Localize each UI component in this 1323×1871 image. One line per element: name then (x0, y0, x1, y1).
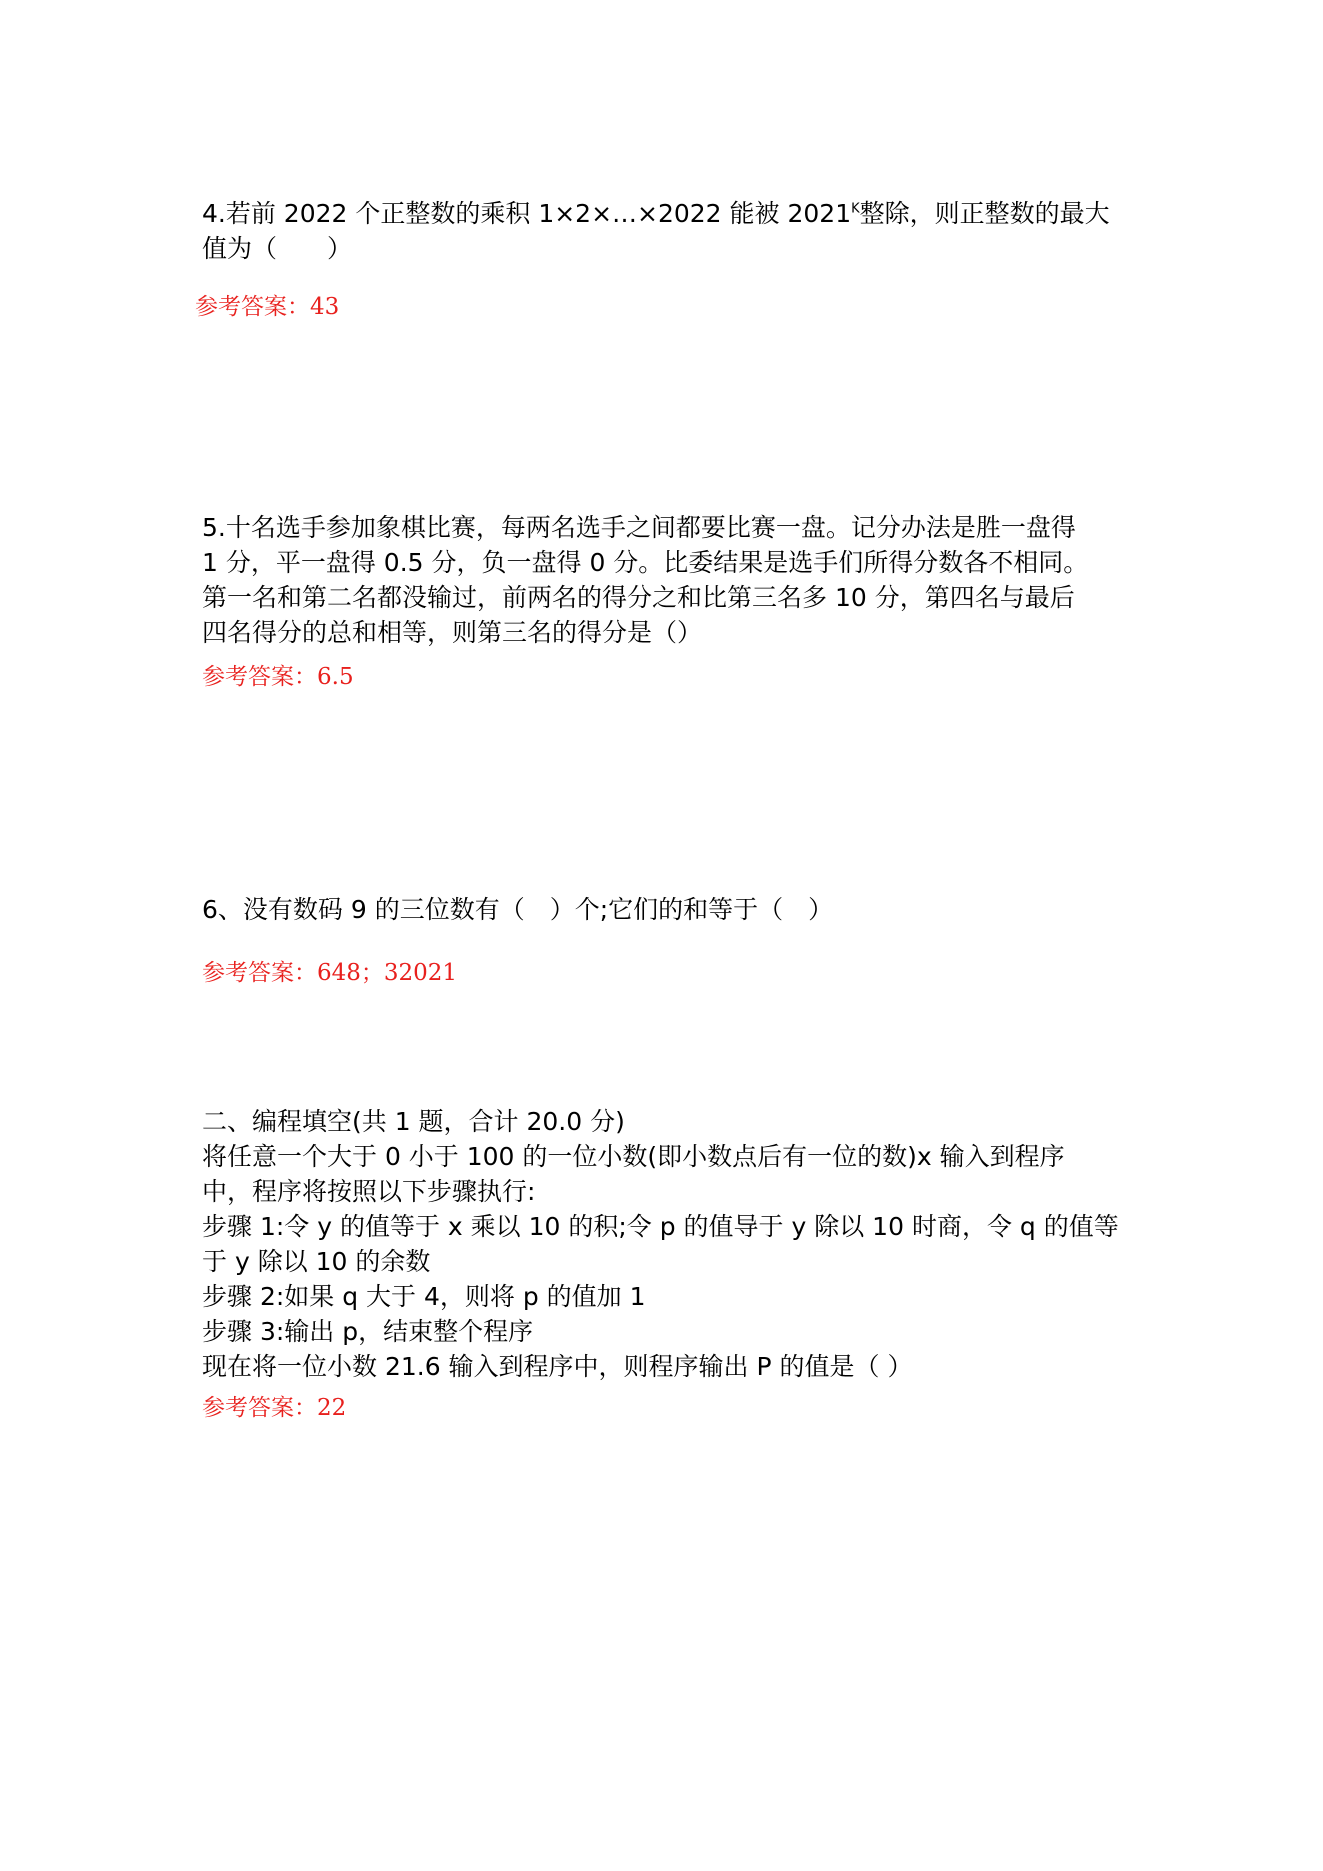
answer-6 (202, 958, 457, 988)
section-2-line-2: 将任意一个大于 0 小于 100 的一位小数(即小数点后有一位的数)x 输入到程序 (202, 1142, 1065, 1171)
answer-6-label: 参考答案： (202, 960, 317, 986)
section-2-line-8: 现在将一位小数 21.6 输入到程序中，则程序输出 P 的值是（ ） (202, 1352, 913, 1381)
question-5-line-4: 四名得分的总和相等，则第三名的得分是（） (202, 618, 703, 647)
answer-5 (202, 662, 354, 692)
question-4-text (202, 196, 1132, 266)
question-4 (202, 196, 1132, 266)
section-2-line-4: 步骤 1:令 y 的值等于 x 乘以 10 的积;令 p 的值导于 y 除以 10 时商，令 q 的值等 (202, 1212, 1119, 1241)
answer-4-value: 43 (310, 294, 340, 320)
question-6-text: 6、没有数码 9 的三位数有（ ）个;它们的和等于（ ） (202, 895, 834, 924)
section-2-line-7: 步骤 3:输出 p，结束整个程序 (202, 1317, 534, 1346)
question-4-text-part1: 4.若前 2022 个正整数的乘积 1×2×…×2022 能被 2021 (202, 199, 852, 228)
question-4-text-part2: 整除，则正整数的最大值为（ ） (202, 199, 1110, 263)
answer-section-2 (202, 1393, 346, 1423)
question-5-line-1: 5.十名选手参加象棋比赛，每两名选手之间都要比赛一盘。记分办法是胜一盘得 (202, 513, 1076, 542)
answer-6-value: 648；32021 (317, 960, 458, 986)
answer-section-2-value: 22 (317, 1395, 347, 1421)
question-5-line-3: 第一名和第二名都没输过，前两名的得分之和比第三名多 10 分，第四名与最后 (202, 583, 1075, 612)
answer-5-label: 参考答案： (202, 664, 317, 690)
answer-5-value: 6.5 (317, 664, 354, 690)
section-2-line-5: 于 y 除以 10 的余数 (202, 1247, 431, 1276)
question-6 (202, 892, 1132, 927)
answer-section-2-label: 参考答案： (202, 1395, 317, 1421)
question-5-line-2: 1 分，平一盘得 0.5 分，负一盘得 0 分。比委结果是选手们所得分数各不相同。 (202, 548, 1089, 577)
section-2-line-3: 中，程序将按照以下步骤执行: (202, 1177, 536, 1206)
section-2-programming (202, 1104, 1132, 1384)
section-2-line-6: 步骤 2:如果 q 大于 4，则将 p 的值加 1 (202, 1282, 646, 1311)
question-4-exponent: K (851, 201, 860, 217)
section-2-heading: 二、编程填空(共 1 题，合计 20.0 分) (202, 1107, 625, 1136)
answer-4-label: 参考答案： (195, 294, 310, 320)
question-5 (202, 510, 1132, 650)
answer-4 (195, 292, 339, 322)
